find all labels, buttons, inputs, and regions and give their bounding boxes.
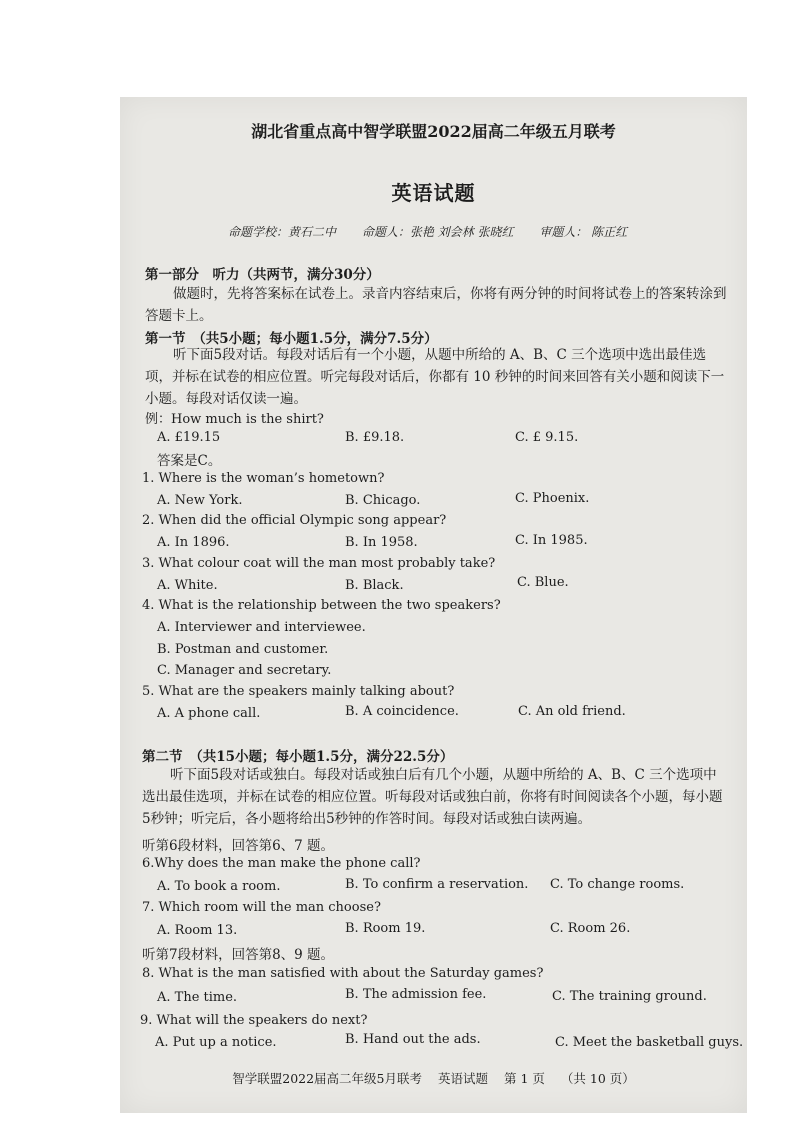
section1-instruction: 听下面5段对话。每段对话后有一个小题，从题中所给的 A、B、C 三个选项中选出最佳选项，并标在试卷的相应位置。听完每段对话后，你都有 10 秒钟的时间来回答有关小题和阅读下一小题。每段对话仅读一遍。 — [145, 347, 725, 407]
reviewer-label: 审题人： 陈正红 — [539, 225, 628, 239]
q3-option-b: B. Black. — [345, 578, 404, 593]
q2-option-c: C. In 1985. — [515, 533, 588, 548]
part1-instruction: 做题时，先将答案标在试卷上。录音内容结束后，你将有两分钟的时间将试卷上的答案转涂到答题卡上。 — [145, 286, 727, 324]
question-1: 1. Where is the woman’s hometown? — [142, 471, 385, 486]
exam-subject-title: 英语试题 — [391, 181, 476, 205]
credits-line — [228, 223, 649, 240]
q2-option-b: B. In 1958. — [345, 535, 418, 550]
part1-heading: 第一部分 听力（共两节，满分30分） — [145, 267, 380, 283]
q5-option-a: A. A phone call. — [157, 706, 261, 721]
question-5: 5. What are the speakers mainly talking about? — [142, 684, 455, 699]
q4-option-b: B. Postman and customer. — [157, 642, 329, 657]
footer-page-number: 第 1 页 — [504, 1071, 545, 1086]
footer-subject: 英语试题 — [438, 1071, 489, 1086]
school-label: 命题学校：黄石二中 — [228, 225, 337, 239]
question-7: 7. Which room will the man choose? — [142, 900, 381, 915]
q5-option-b: B. A coincidence. — [345, 704, 459, 719]
section1-heading: 第一节 （共5小题；每小题1.5分，满分7.5分） — [145, 331, 438, 347]
q8-option-a: A. The time. — [157, 990, 238, 1005]
footer-exam-name: 智学联盟2022届高二年级5月联考 — [232, 1071, 423, 1086]
exam-paper — [120, 97, 747, 1113]
q4-option-c: C. Manager and secretary. — [157, 663, 332, 678]
example-option-c: C. £ 9.15. — [515, 430, 579, 445]
authors-label: 命题人：张艳 刘会林 张晓红 — [361, 225, 514, 239]
q7-option-a: A. Room 13. — [157, 923, 238, 938]
q2-option-a: A. In 1896. — [157, 535, 230, 550]
question-9: 9. What will the speakers do next? — [140, 1013, 368, 1028]
question-6: 6.Why does the man make the phone call? — [142, 856, 421, 871]
q5-option-c: C. An old friend. — [518, 704, 626, 719]
q8-option-c: C. The training ground. — [552, 989, 707, 1004]
section2-heading: 第二节 （共15小题；每小题1.5分，满分22.5分） — [142, 749, 454, 765]
example-option-a: A. £19.15 — [157, 430, 221, 445]
q6-option-c: C. To change rooms. — [550, 877, 685, 892]
q1-option-c: C. Phoenix. — [515, 491, 590, 506]
q9-option-b: B. Hand out the ads. — [345, 1032, 481, 1047]
question-4: 4. What is the relationship between the two speakers? — [142, 598, 501, 613]
q1-option-b: B. Chicago. — [345, 493, 421, 508]
example-answer: 答案是C。 — [157, 453, 222, 469]
example-question: 例：How much is the shirt? — [145, 412, 324, 427]
material-6-7-note: 听第6段材料，回答第6、7 题。 — [142, 838, 335, 854]
question-2: 2. When did the official Olympic song appear? — [142, 513, 447, 528]
q4-option-a: A. Interviewer and interviewee. — [157, 620, 366, 635]
q3-option-c: C. Blue. — [517, 575, 569, 590]
q8-option-b: B. The admission fee. — [345, 987, 487, 1002]
q7-option-b: B. Room 19. — [345, 921, 426, 936]
footer-total-pages: （共 10 页） — [560, 1071, 635, 1086]
q6-option-a: A. To book a room. — [157, 879, 281, 894]
q7-option-c: C. Room 26. — [550, 921, 631, 936]
q9-option-a: A. Put up a notice. — [155, 1035, 277, 1050]
q3-option-a: A. White. — [157, 578, 218, 593]
q1-option-a: A. New York. — [157, 493, 243, 508]
example-option-b: B. £9.18. — [345, 430, 405, 445]
q9-option-c: C. Meet the basketball guys. — [555, 1035, 744, 1050]
section2-instruction: 听下面5段对话或独白。每段对话或独白后有几个小题，从题中所给的 A、B、C 三个选项中选出最佳选项，并标在试卷的相应位置。听每段对话或独白前，你将有时间阅读各个小题，每小题5秒钟；听完后，各小题将给出5秒钟的作答时间。每段对话或独白读两遍。 — [142, 767, 723, 827]
material-8-9-note: 听第7段材料，回答第8、9 题。 — [142, 947, 335, 963]
question-3: 3. What colour coat will the man most probably take? — [142, 556, 496, 571]
question-8: 8. What is the man satisfied with about the Saturday games? — [142, 966, 544, 981]
page-footer — [120, 1069, 747, 1087]
exam-title: 湖北省重点高中智学联盟2022届高二年级五月联考 — [251, 122, 616, 141]
q6-option-b: B. To confirm a reservation. — [345, 877, 529, 892]
